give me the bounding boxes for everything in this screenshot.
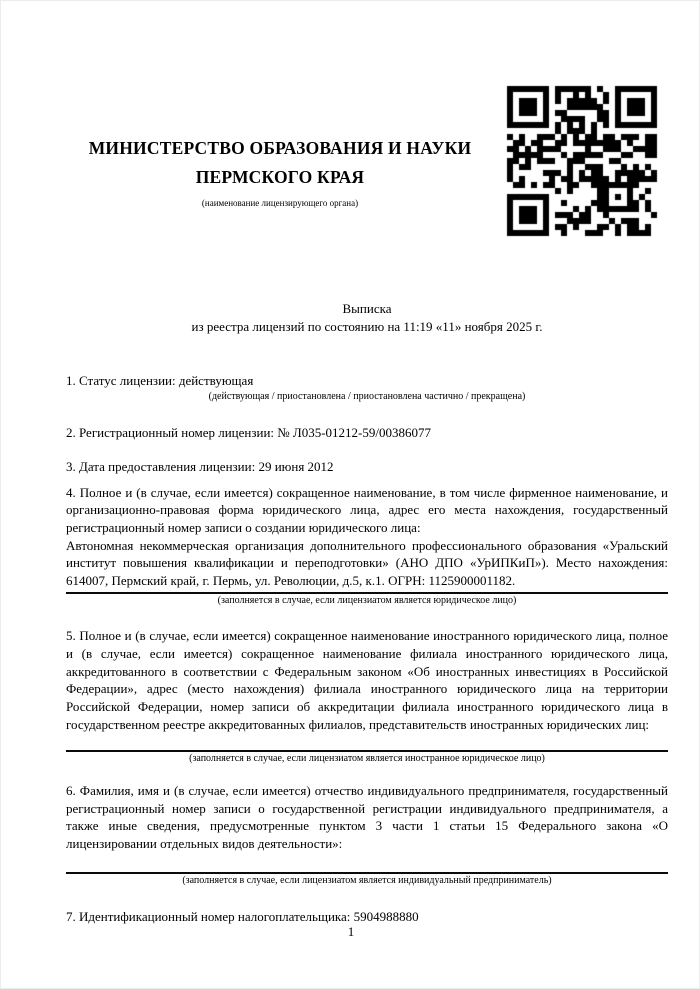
registration-number-text: 2. Регистрационный номер лицензии: № Л035-01212-59/00386077 (66, 425, 432, 441)
foreign-entity-label: 5. Полное и (в случае, если имеется) сокращенное наименование иностранного юридического лица, полное и (в случае, если имеется) сокращенное наименование филиала иностранного юридического лица, аккредитованного в соответствии с Федеральным законом «Об иностранных инвестициях в Российской Федерации», адрес (место нахождения) филиала иностранного юридического лица на территории Российской Федерации, номер записи об аккредитации филиала иностранного юридического лица в государственном реестре аккредитованных филиалов, представительств иностранных юридических лиц: (66, 628, 668, 732)
item-foreign-entity (66, 627, 668, 765)
foreign-entity-caption: (заполняется в случае, если лицензиатом является иностранное юридическое лицо) (189, 752, 545, 764)
fill-rule (66, 592, 668, 594)
item-license-status (66, 372, 668, 403)
ministry-name-line1: МИНИСТЕРСТВО ОБРАЗОВАНИЯ И НАУКИ (88, 138, 472, 158)
empty-value-space (66, 853, 668, 870)
item-legal-entity (66, 484, 668, 608)
document-title (66, 300, 668, 335)
item-registration-number (66, 424, 668, 442)
individual-entrepreneur-caption: (заполняется в случае, если лицензиатом является индивидуальный предприниматель) (182, 874, 552, 886)
document-body (66, 372, 668, 926)
item-license-date (66, 458, 668, 476)
ministry-name-line2: ПЕРМСКОГО КРАЯ (195, 167, 365, 187)
legal-entity-value: Автономная некоммерческая организация дополнительного профессионального образования «Уральский институт повышения квалификации и переподготовки» (АНО ДПО «УрИПКиП»). Место нахождения: 614007, Пермский край, г. Пермь, ул. Революции, д.5, к.1. ОГРН: 1125900001182. (66, 537, 668, 589)
licensing-authority-header (64, 134, 496, 208)
fill-rule (66, 872, 668, 874)
legal-entity-label: 4. Полное и (в случае, если имеется) сокращенное наименование, в том числе фирменное наименование, и организационно-правовая форма юридического лица, адрес его места нахождения, государственный регистрационный номер записи о создании юридического лица: (66, 484, 668, 536)
document-title-line1: Выписка (342, 301, 392, 316)
license-status-text: 1. Статус лицензии: действующая (66, 373, 254, 388)
page-number: 1 (347, 924, 355, 939)
license-status-caption: (действующая / приостановлена / приостановлена частично / прекращена) (208, 390, 526, 402)
taxpayer-number-text: 7. Идентификационный номер налогоплательщика: 5904988880 (66, 909, 419, 925)
document-title-line2: из реестра лицензий по состоянию на 11:19 «11» ноября 2025 г. (191, 318, 543, 334)
qr-code (504, 83, 660, 239)
ministry-name-caption: (наименование лицензирующего органа) (201, 198, 359, 208)
empty-value-space (66, 734, 668, 748)
individual-entrepreneur-label: 6. Фамилия, имя и (в случае, если имеется) отчество индивидуального предпринимателя, государственный регистрационный номер записи о государственной регистрации индивидуального предпринимателя, а также иные сведения, предусмотренные пунктом 3 части 1 статьи 15 Федерального закона «О лицензировании отдельных видов деятельности»: (66, 783, 668, 852)
legal-entity-caption: (заполняется в случае, если лицензиатом является юридическое лицо) (217, 594, 517, 606)
fill-rule (66, 750, 668, 752)
license-date-text: 3. Дата предоставления лицензии: 29 июня 2012 (66, 458, 334, 474)
item-individual-entrepreneur (66, 782, 668, 887)
